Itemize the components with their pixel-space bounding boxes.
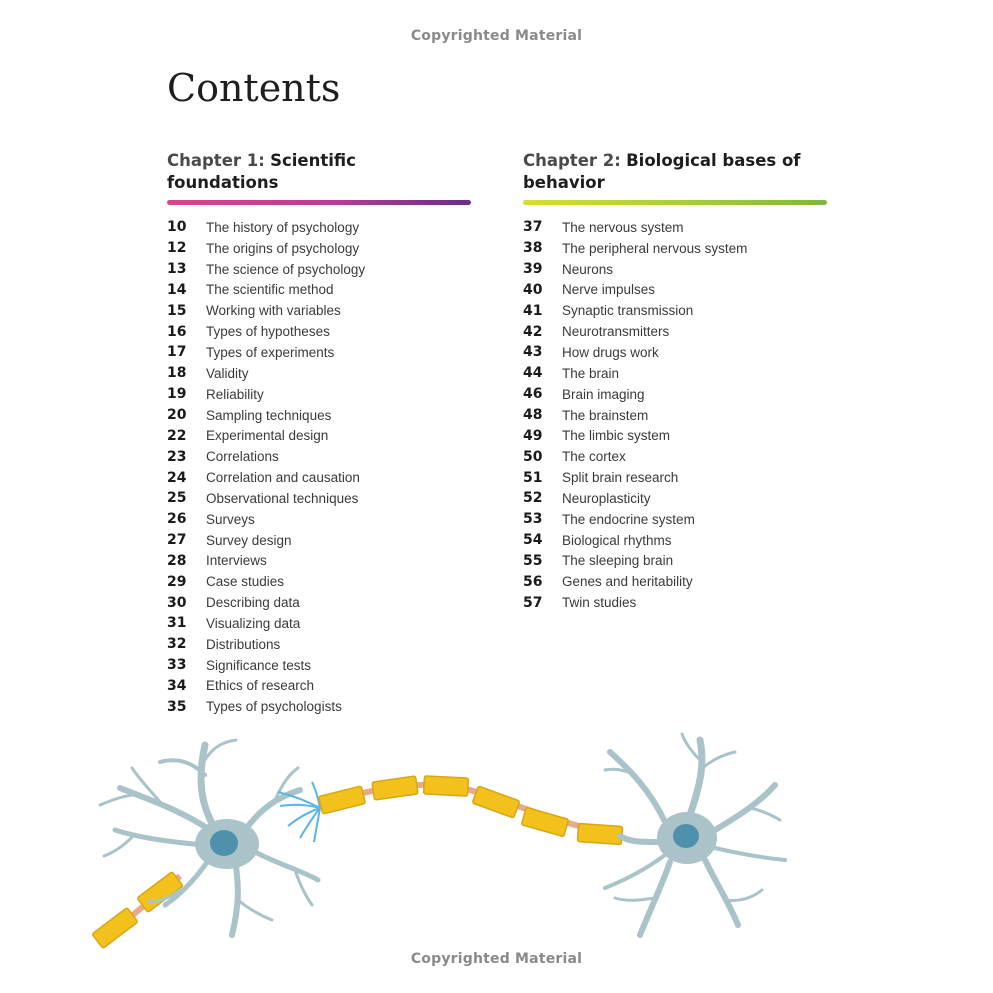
page-number: 13 xyxy=(167,261,187,278)
toc-entry xyxy=(523,300,827,321)
page-number: 35 xyxy=(167,698,187,715)
entry-title: Describing data xyxy=(206,595,300,611)
entry-title: The scientific method xyxy=(206,282,334,298)
entry-title: Observational techniques xyxy=(206,490,359,506)
toc-entry xyxy=(167,405,471,426)
neuron-left xyxy=(100,740,318,935)
page-number: 34 xyxy=(167,677,187,694)
entry-title: Neurotransmitters xyxy=(562,324,670,340)
entry-title: Surveys xyxy=(206,511,255,527)
entry-title: The brain xyxy=(562,365,620,381)
chapter-label: Chapter 1: xyxy=(167,151,265,170)
toc-entry xyxy=(167,634,471,655)
page-number: 37 xyxy=(523,219,543,236)
page-number: 55 xyxy=(523,552,543,569)
page-number: 25 xyxy=(167,490,187,507)
entry-title: The endocrine system xyxy=(562,511,695,527)
page-number: 50 xyxy=(523,448,543,465)
axon-center xyxy=(318,776,622,845)
page-number: 20 xyxy=(167,407,187,424)
page-number: 17 xyxy=(167,344,187,361)
toc-entry xyxy=(523,446,827,467)
entry-title: Correlations xyxy=(206,449,279,465)
toc-entry xyxy=(523,384,827,405)
entry-title: The peripheral nervous system xyxy=(562,240,748,256)
page-number: 38 xyxy=(523,240,543,257)
chapter-divider xyxy=(167,200,471,205)
entry-title: Interviews xyxy=(206,553,267,569)
page-number: 44 xyxy=(523,365,543,382)
toc-entry xyxy=(167,488,471,509)
toc-list xyxy=(167,217,471,717)
toc-entry xyxy=(523,342,827,363)
toc-entry xyxy=(167,551,471,572)
page-number: 42 xyxy=(523,323,543,340)
toc-entry xyxy=(167,425,471,446)
page-number: 19 xyxy=(167,386,187,403)
toc-entry xyxy=(523,509,827,530)
toc-entry xyxy=(523,488,827,509)
entry-title: Nerve impulses xyxy=(562,282,656,298)
page-number: 48 xyxy=(523,407,543,424)
entry-title: Ethics of research xyxy=(206,678,315,694)
page-number: 51 xyxy=(523,469,543,486)
entry-title: Types of hypotheses xyxy=(206,324,330,340)
toc-entry xyxy=(523,592,827,613)
entry-title: The brainstem xyxy=(562,407,649,423)
page-number: 24 xyxy=(167,469,187,486)
toc-entry xyxy=(167,467,471,488)
toc-entry xyxy=(167,384,471,405)
entry-title: Significance tests xyxy=(206,657,312,673)
entry-title: Twin studies xyxy=(562,595,637,611)
toc-entry xyxy=(167,592,471,613)
page-number: 54 xyxy=(523,532,543,549)
page-number: 53 xyxy=(523,511,543,528)
toc-entry xyxy=(167,613,471,634)
entry-title: Correlation and causation xyxy=(206,470,360,486)
entry-title: Working with variables xyxy=(206,303,341,319)
toc-entry xyxy=(523,425,827,446)
page-number: 31 xyxy=(167,615,187,632)
toc-entry xyxy=(167,217,471,238)
toc-entry xyxy=(167,655,471,676)
chapter-heading xyxy=(523,150,827,194)
entry-title: Distributions xyxy=(206,636,281,652)
entry-title: Sampling techniques xyxy=(206,407,332,423)
entry-title: Neurons xyxy=(562,261,614,277)
page-number: 29 xyxy=(167,573,187,590)
chapter-name: Biological bases of behavior xyxy=(523,151,801,192)
page-number: 18 xyxy=(167,365,187,382)
toc-entry xyxy=(523,259,827,280)
page-number: 23 xyxy=(167,448,187,465)
toc-entry xyxy=(167,321,471,342)
entry-title: Brain imaging xyxy=(562,386,645,402)
toc-entry xyxy=(523,280,827,301)
toc-entry xyxy=(167,446,471,467)
toc-entry xyxy=(167,363,471,384)
toc-entry xyxy=(167,530,471,551)
toc-entry xyxy=(523,551,827,572)
toc-entry xyxy=(523,571,827,592)
toc-list xyxy=(523,217,827,613)
toc-entry xyxy=(167,280,471,301)
page-number: 33 xyxy=(167,657,187,674)
entry-title: Case studies xyxy=(206,574,285,590)
page-number: 14 xyxy=(167,281,187,298)
page-number: 22 xyxy=(167,427,187,444)
toc-entry xyxy=(167,259,471,280)
toc-entry xyxy=(523,217,827,238)
toc-entry xyxy=(523,405,827,426)
page-number: 16 xyxy=(167,323,187,340)
page-number: 57 xyxy=(523,594,543,611)
neuron-illustration xyxy=(0,730,993,950)
entry-title: Synaptic transmission xyxy=(562,303,694,319)
page-number: 52 xyxy=(523,490,543,507)
page-number: 49 xyxy=(523,427,543,444)
entry-title: Split brain research xyxy=(562,470,679,486)
nucleus-right xyxy=(673,824,699,848)
page-number: 15 xyxy=(167,302,187,319)
toc-entry xyxy=(167,676,471,697)
toc-entry xyxy=(167,509,471,530)
toc-entry xyxy=(523,467,827,488)
chapter-label: Chapter 2: xyxy=(523,151,621,170)
page-number: 28 xyxy=(167,552,187,569)
entry-title: The sleeping brain xyxy=(562,553,674,569)
entry-title: The history of psychology xyxy=(206,219,360,235)
entry-title: Survey design xyxy=(206,532,292,548)
page-number: 10 xyxy=(167,219,187,236)
axon-left xyxy=(92,872,183,949)
entry-title: The origins of psychology xyxy=(206,240,360,256)
chapter-name: Scientific foundations xyxy=(167,151,356,192)
entry-title: How drugs work xyxy=(562,344,659,360)
page-number: 39 xyxy=(523,261,543,278)
chapter-2-section xyxy=(523,150,827,613)
toc-entry xyxy=(167,342,471,363)
chapter-1-section xyxy=(167,150,471,717)
entry-title: Visualizing data xyxy=(206,615,301,631)
entry-title: Biological rhythms xyxy=(562,532,672,548)
entry-title: The science of psychology xyxy=(206,261,366,277)
entry-title: Types of experiments xyxy=(206,344,335,360)
watermark-top: Copyrighted Material xyxy=(410,28,583,44)
entry-title: The nervous system xyxy=(562,219,684,235)
watermark-bottom: Copyrighted Material xyxy=(410,951,583,967)
page-number: 46 xyxy=(523,386,543,403)
entry-title: The cortex xyxy=(562,449,626,465)
chapter-divider xyxy=(523,200,827,205)
toc-entry xyxy=(167,571,471,592)
entry-title: The limbic system xyxy=(562,428,671,444)
entry-title: Experimental design xyxy=(206,428,329,444)
page-number: 41 xyxy=(523,302,543,319)
entry-title: Genes and heritability xyxy=(562,574,693,590)
entry-title: Neuroplasticity xyxy=(562,490,651,506)
page-number: 43 xyxy=(523,344,543,361)
page-number: 32 xyxy=(167,636,187,653)
entry-title: Types of psychologists xyxy=(206,699,342,715)
page-number: 40 xyxy=(523,281,543,298)
page-title: Contents xyxy=(167,66,341,110)
entry-title: Validity xyxy=(206,365,249,381)
page-number: 56 xyxy=(523,573,543,590)
chapter-heading xyxy=(167,150,471,194)
toc-entry xyxy=(523,530,827,551)
toc-entry xyxy=(523,363,827,384)
page-number: 30 xyxy=(167,594,187,611)
toc-entry xyxy=(167,696,471,717)
nucleus-left xyxy=(210,830,238,856)
page-number: 26 xyxy=(167,511,187,528)
toc-entry xyxy=(523,238,827,259)
toc-entry xyxy=(523,321,827,342)
entry-title: Reliability xyxy=(206,386,264,402)
toc-entry xyxy=(167,238,471,259)
page-number: 27 xyxy=(167,532,187,549)
toc-entry xyxy=(167,300,471,321)
page-number: 12 xyxy=(167,240,187,257)
